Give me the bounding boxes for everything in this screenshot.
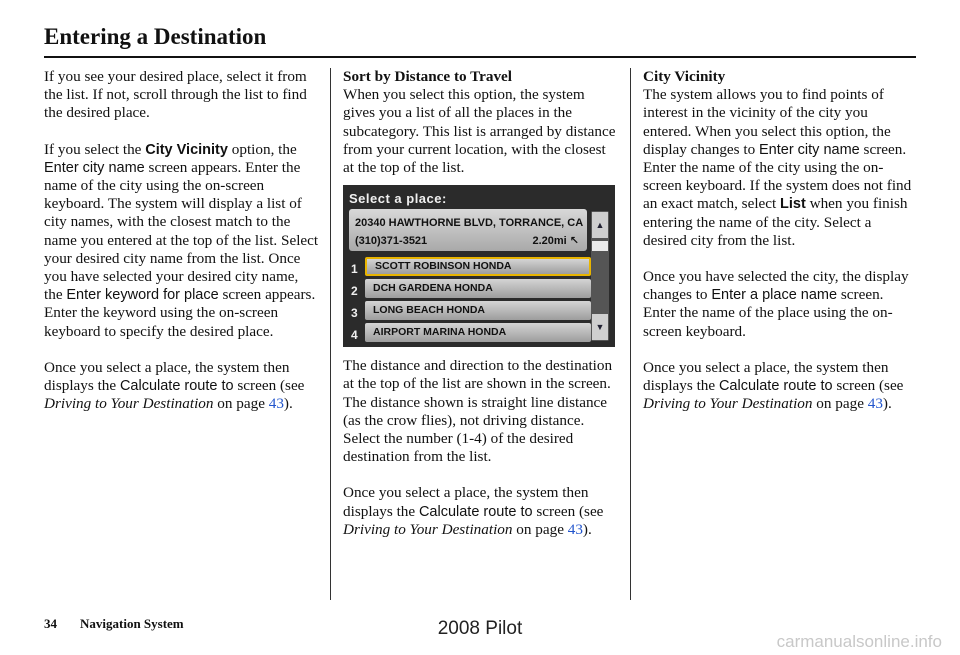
- text: screen appears. Enter the name of the city using the on-screen keyboard. The system will display a list of city names, with the closest match to the name you entered at the top of the list. Select your desired city name from the list. Once you have selected your desired city name, the: [44, 158, 319, 304]
- paragraph: When you select this option, the system gives you a list of all the places in the subcategory. This list is arranged by distance from your current location, with the closest at the top of the list.: [343, 86, 616, 177]
- nav-screen-image: [343, 185, 615, 347]
- section-heading: City Vicinity: [643, 68, 726, 85]
- text: option, the: [227, 140, 297, 158]
- list-item[interactable]: LONG BEACH HONDA: [365, 301, 591, 320]
- ui-term-enter-keyword: Enter keyword for place: [66, 287, 219, 304]
- ui-term-list: List: [780, 196, 806, 213]
- column-left: [44, 68, 319, 431]
- text: screen. Enter the name of the city using the on-screen keyboard. If the system does not find an exact match, select: [643, 140, 912, 213]
- page-title: Entering a Destination: [44, 24, 267, 49]
- scroll-thumb[interactable]: [592, 241, 608, 251]
- list-item[interactable]: AIRPORT MARINA HONDA: [365, 323, 591, 342]
- cross-reference: Driving to Your Destination: [643, 395, 813, 413]
- text: If you select the: [44, 140, 146, 158]
- column-right: [643, 68, 918, 431]
- screen-destination-info: [349, 209, 587, 251]
- list-item[interactable]: SCOTT ROBINSON HONDA: [365, 257, 591, 276]
- text: on page: [812, 395, 868, 413]
- list-item[interactable]: DCH GARDENA HONDA: [365, 279, 591, 298]
- text: Once you select a place, the system then displays the: [343, 484, 589, 520]
- paragraph: [643, 268, 918, 341]
- text: Once you select a place, the system then displays the: [643, 358, 889, 395]
- text: on page: [213, 395, 269, 413]
- section-heading: Sort by Distance to Travel: [343, 68, 513, 85]
- text: screen appears. Enter the keyword using the on-screen keyboard to specify the desired place.: [44, 286, 316, 340]
- ui-term-calculate-route: Calculate route to: [718, 378, 833, 395]
- footer-title: Navigation System: [80, 616, 184, 631]
- paragraph: [343, 484, 618, 539]
- text: Once you select a place, the system then displays the: [44, 358, 290, 395]
- screen-distance: 2.20mi ↖: [532, 235, 579, 248]
- text: ).: [582, 520, 592, 538]
- text: on page: [512, 520, 568, 538]
- list-number: 4: [351, 328, 358, 343]
- list-number: 2: [351, 284, 358, 299]
- list-number: 3: [351, 306, 358, 321]
- text: Once you have selected the city, the display changes to: [643, 268, 909, 304]
- cross-reference: Driving to Your Destination: [44, 395, 214, 413]
- text: ).: [882, 395, 892, 413]
- text: The system allows you to find points of interest in the vicinity of the city you entered. When you select this option, the display changes to: [643, 86, 891, 158]
- cross-reference: Driving to Your Destination: [343, 520, 513, 538]
- ui-term-enter-city-name: Enter city name: [44, 159, 145, 176]
- ui-term-enter-place-name: Enter a place name: [711, 287, 838, 304]
- paragraph: [44, 359, 319, 414]
- paragraph: The distance and direction to the destination at the top of the list are shown in the screen. The distance shown is straight line distance (as the crow flies), not driving distance. Select the number (1-4) of the desired destination from the list.: [343, 357, 613, 466]
- page-link[interactable]: 43: [567, 520, 583, 538]
- paragraph: If you see your desired place, select it from the list. If not, scroll through the list to find the desired place.: [44, 68, 307, 122]
- text: ).: [283, 395, 293, 413]
- column-divider: [330, 68, 331, 600]
- text: screen. Enter the name of the place using the on-screen keyboard.: [643, 286, 893, 340]
- ui-term-calculate-route: Calculate route to: [418, 503, 533, 520]
- scrollbar[interactable]: [591, 211, 609, 341]
- paragraph: [44, 141, 319, 341]
- paragraph: [643, 86, 918, 250]
- paragraph: [643, 359, 918, 414]
- column-divider: [630, 68, 631, 600]
- text: when you finish entering the name of the city. Select a desired city from the list.: [643, 195, 908, 249]
- screen-address: 20340 HAWTHORNE BLVD, TORRANCE, CA: [355, 217, 584, 230]
- list-number: 1: [351, 262, 358, 277]
- title-rule: [44, 56, 916, 58]
- ui-term-enter-city-name: Enter city name: [759, 141, 860, 158]
- ui-term-city-vicinity: City Vicinity: [145, 141, 228, 158]
- site-watermark: carmanualsonline.info: [776, 632, 942, 651]
- scroll-up-icon[interactable]: ▲: [592, 212, 608, 238]
- page-number: 34: [44, 616, 57, 631]
- page-link[interactable]: 43: [268, 395, 284, 413]
- column-middle: [343, 68, 618, 557]
- ui-term-calculate-route: Calculate route to: [119, 378, 234, 395]
- text: screen (see: [233, 377, 305, 395]
- screen-phone: (310)371-3521: [355, 235, 428, 248]
- scroll-down-icon[interactable]: ▼: [592, 314, 608, 340]
- text: screen (see: [832, 377, 904, 395]
- page-link[interactable]: 43: [867, 395, 883, 413]
- text: screen (see: [532, 502, 604, 520]
- screen-title: Select a place:: [349, 191, 447, 207]
- model-watermark: 2008 Pilot: [437, 618, 523, 639]
